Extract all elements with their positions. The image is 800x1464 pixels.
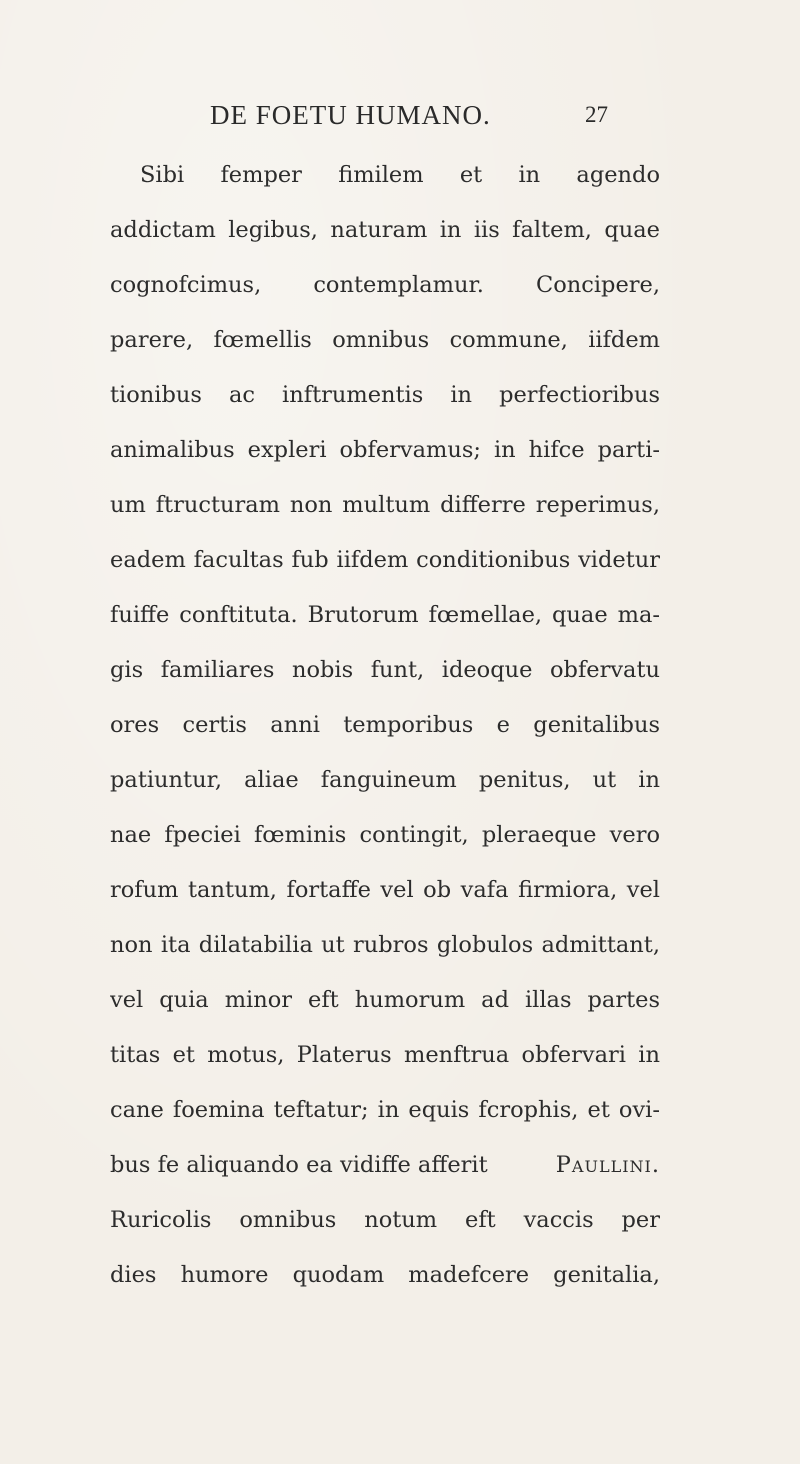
text-line: non ita dilatabilia ut rubros globulos admittant, — [110, 932, 660, 958]
text-line: rofum tantum, fortaffe vel ob vafa firmiora, vel — [110, 877, 660, 903]
text-line: animalibus expleri obfervamus; in hifce parti- — [110, 437, 660, 463]
text-line: Ruricolis omnibus notum eft vaccis per — [110, 1207, 660, 1233]
text-line: cognofcimus, contemplamur. Concipere, — [110, 272, 660, 298]
text-line: nae fpeciei fœminis contingit, pleraeque vero — [110, 822, 660, 848]
text-line: Sibi femper fimilem et in agendo — [140, 162, 660, 188]
running-head-title: DE FOETU HUMANO. — [210, 100, 491, 130]
text-line: parere, fœmellis omnibus commune, iifdem — [110, 327, 660, 353]
text-line: um ftructuram non multum differre reperimus, — [110, 492, 660, 518]
text-line: addictam legibus, naturam in iis faltem, quae — [110, 217, 660, 243]
text-line: ores certis anni temporibus e genitalibus — [110, 712, 660, 738]
text-line: dies humore quodam madefcere genitalia, — [110, 1262, 660, 1288]
text-line-part: bus fe aliquando ea vidiffe afferit — [110, 1152, 488, 1178]
text-line: cane foemina teftatur; in equis fcrophis, et ovi- — [110, 1097, 660, 1123]
text-line: gis familiares nobis funt, ideoque obfervatu — [110, 657, 660, 683]
text-line: fuiffe conftituta. Brutorum fœmellae, quae ma- — [110, 602, 660, 628]
text-line: tionibus ac inftrumentis in perfectioribus — [110, 382, 660, 408]
text-line: patiuntur, aliae fanguineum penitus, ut in — [110, 767, 660, 793]
running-head — [210, 100, 610, 140]
body-text — [110, 148, 660, 1303]
citation-name: Paullini. — [555, 1152, 660, 1178]
text-line: eadem facultas fub iifdem conditionibus videtur — [110, 547, 660, 573]
text-line: vel quia minor eft humorum ad illas partes — [110, 987, 660, 1013]
text-line: titas et motus, Platerus menftrua obfervari in — [110, 1042, 660, 1068]
text-line-with-citation — [110, 1138, 660, 1193]
page-number: 27 — [585, 102, 608, 127]
